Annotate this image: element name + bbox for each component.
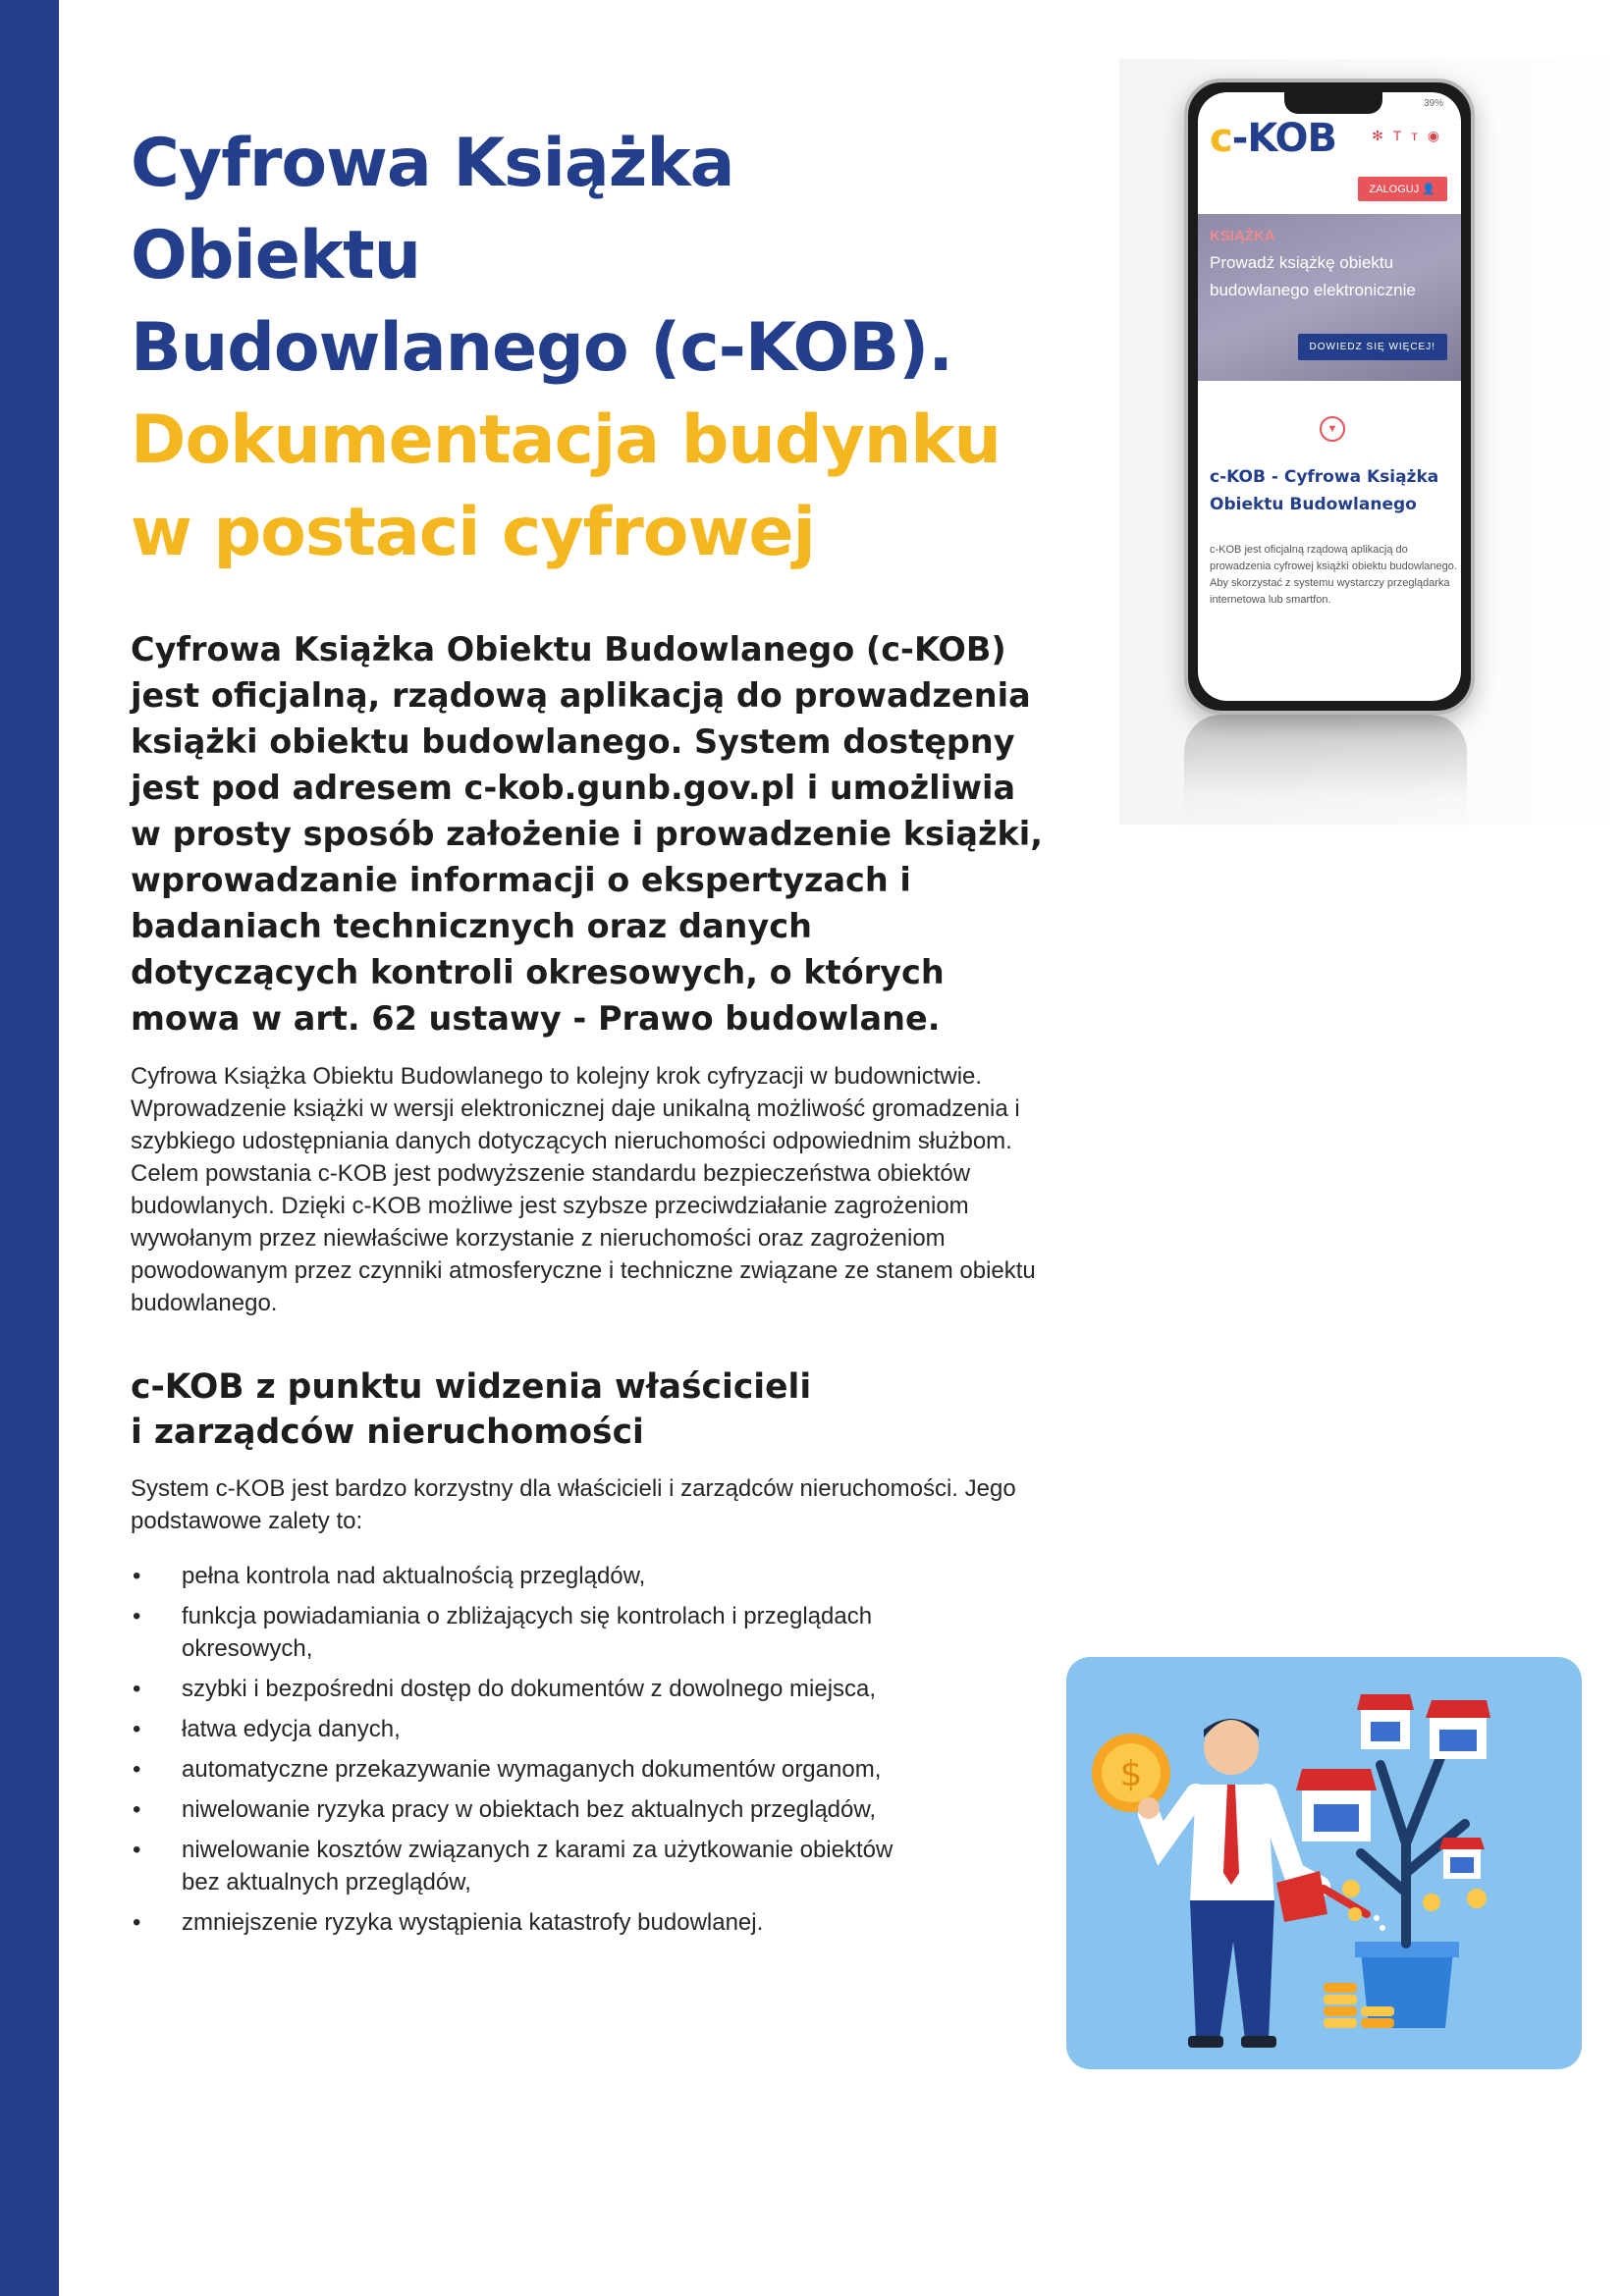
phone-app-description: c-KOB jest oficjalną rządową aplikacją do prowadzenia cyfrowej książki obiektu budowlanego. Aby skorzystać z systemu wystarczy przeglądarka internetowa lub smartfon. (1210, 544, 1457, 606)
section-heading-line-1: c-KOB z punktu widzenia właścicieli (131, 1367, 812, 1407)
bullet-icon: • (133, 1676, 141, 1702)
title-line-2: Budowlanego (c-KOB). (131, 309, 953, 387)
shop-icon (1296, 1769, 1377, 1842)
illustration-graphic (1066, 1657, 1582, 2069)
title-line-4: w postaci cyfrowej (131, 494, 815, 571)
battery-status: 39% (1423, 98, 1443, 109)
svg-text:$: $ (1119, 1754, 1143, 1794)
login-button: ZALOGUJ 👤 (1358, 177, 1448, 201)
watering-can-icon (1276, 1871, 1327, 1922)
list-item: • łatwa edycja danych, (131, 1713, 936, 1745)
advantages-list (131, 1560, 936, 1947)
bullet-icon: • (133, 1603, 141, 1629)
bullet-icon: • (133, 1837, 141, 1863)
list-item: • automatyczne przekazywanie wymaganych dokumentów organom, (131, 1753, 936, 1786)
shop-icon (1439, 1838, 1485, 1879)
list-item: • pełna kontrola nad aktualnością przeglądów, (131, 1560, 936, 1592)
section-heading (131, 1364, 1014, 1455)
coin-icon (1423, 1894, 1440, 1911)
smartphone (1184, 79, 1475, 715)
coin-icon (1342, 1880, 1360, 1897)
learn-more-button: DOWIEDZ SIĘ WIĘCEJ! (1298, 334, 1447, 360)
phone-hero-banner (1198, 214, 1461, 381)
bullet-icon: • (133, 1909, 141, 1936)
phone-notch (1284, 92, 1382, 114)
ckob-logo: c-KOB (1210, 116, 1337, 161)
phone-reflection (1184, 715, 1467, 832)
bullet-icon: • (133, 1716, 141, 1742)
accessibility-icons: ✻Tт◉ (1372, 128, 1449, 143)
list-item: • niwelowanie kosztów związanych z karami za użytkowanie obiektów bez aktualnych przeglądów, (131, 1834, 936, 1898)
list-item: • szybki i bezpośredni dostęp do dokumentów z dowolnego miejsca, (131, 1673, 936, 1705)
shop-icon (1426, 1700, 1490, 1759)
money-tree-illustration (1066, 1657, 1582, 2069)
hero-text: Prowadź książkę obiektu budowlanego elektronicznie (1210, 253, 1416, 299)
phone-mockup-photo (1119, 59, 1624, 825)
user-icon: 👤 (1422, 184, 1435, 195)
coin-icon (1348, 1907, 1362, 1921)
phone-screen (1198, 92, 1461, 701)
plant-pot (1361, 1951, 1453, 2028)
man-trousers (1190, 1900, 1274, 2040)
page-title (131, 118, 1034, 579)
bullet-icon: • (133, 1563, 141, 1589)
bullet-icon: • (133, 1796, 141, 1823)
body-paragraph: Cyfrowa Książka Obiektu Budowlanego to kolejny krok cyfryzacji w budownictwie. Wprowadzenie książki w wersji elektronicznej daje unikalną możliwość gromadzenia i szybkiego udostępniania danych dotyczących nieruchomości odpowiednim służbom. Celem powstania c-KOB jest podwyższenie standardu bezpieczeństwa obiektów budowlanych. Dzięki c-KOB możliwe jest szybsze przeciwdziałanie zagrożeniom wywołanym przez niewłaściwe korzystanie z nieruchomości oraz zagrożeniom powodowanym przez czynniki atmosferyczne i techniczne związane ze stanem obiektu budowlanego. (131, 1063, 1036, 1316)
phone-app-title: c-KOB - Cyfrowa Książka Obiektu Budowlanego (1210, 467, 1439, 514)
hero-title: KSIĄŻKA (1210, 228, 1275, 244)
left-accent-bar (0, 0, 59, 2296)
section-intro: System c-KOB jest bardzo korzystny dla właścicieli i zarządców nieruchomości. Jego podstawowe zalety to: (131, 1475, 1016, 1534)
shop-icon (1357, 1694, 1414, 1749)
chevron-down-icon: ▼ (1320, 416, 1345, 442)
list-item: • niwelowanie ryzyka pracy w obiektach bez aktualnych przeglądów, (131, 1793, 936, 1826)
title-line-3: Dokumentacja budynku (131, 401, 1001, 479)
list-item: • zmniejszenie ryzyka wystąpienia katastrofy budowlanej. (131, 1906, 936, 1939)
bullet-icon: • (133, 1756, 141, 1783)
title-line-1: Cyfrowa Książka Obiektu (131, 125, 734, 294)
section-heading-line-2: i zarządców nieruchomości (131, 1413, 644, 1452)
list-item: • funkcja powiadamiania o zbliżających się kontrolach i przeglądach okresowych, (131, 1600, 936, 1665)
coin-icon (1467, 1889, 1487, 1908)
lead-paragraph: Cyfrowa Książka Obiektu Budowlanego (c-KOB) jest oficjalną, rządową aplikacją do prowadzenia książki obiektu budowlanego. System dostępny jest pod adresem c-kob.gunb.gov.pl i umożliwia w prosty sposób założenie i prowadzenie książki, wprowadzanie informacji o ekspertyzach i badaniach technicznych oraz danych dotyczących kontroli okresowych, o których mowa w art. 62 ustawy - Prawo budowlane. (131, 630, 1044, 1038)
